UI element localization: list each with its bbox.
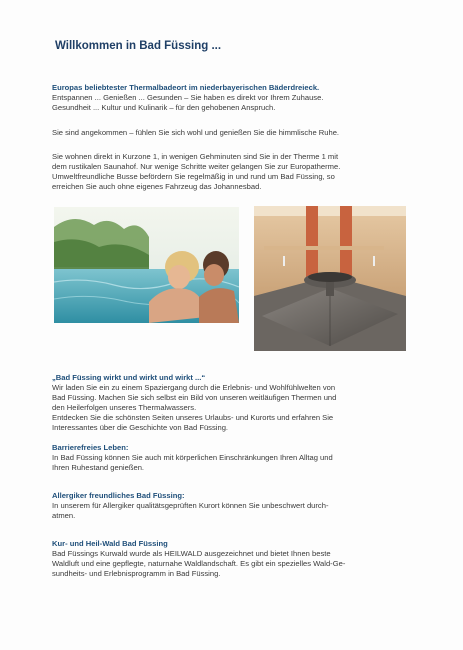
wald-section xyxy=(52,539,412,579)
intro-line-2: Gesundheit ... Kultur und Kulinarik – für den gehobenen Anspruch. xyxy=(52,103,276,112)
wald-line-2: Waldluft und eine gepflegte, naturnahe Waldlandschaft. Es gibt ein spezielles Wald-Ge- xyxy=(52,559,346,568)
wirkt-section xyxy=(52,373,404,433)
wirkt-line-1: Wir laden Sie ein zu einem Spaziergang durch die Erlebnis- und Wohlfühlwelten von xyxy=(52,383,336,392)
allergiker-line-1: In unserem für Allergiker qualitätsgeprüften Kurort können Sie unbeschwert durch- xyxy=(52,501,329,510)
wald-line-3: sundheits- und Erlebnisprogramm in Bad Füssing. xyxy=(52,569,221,578)
thermal-pool-photo xyxy=(54,207,239,323)
barrierefrei-heading: Barrierefreies Leben: xyxy=(52,443,129,452)
location-paragraph xyxy=(52,152,412,192)
page-title: Willkommen in Bad Füssing ... xyxy=(55,40,222,52)
intro-line-1: Entspannen ... Genießen ... Gesunden – Sie haben es direkt vor Ihrem Zuhause. xyxy=(52,93,324,102)
barrierefrei-line-2: Ihren Ruhestand genießen. xyxy=(52,463,145,472)
barrierefrei-line-1: In Bad Füssing können Sie auch mit körperlichen Einschränkungen Ihren Alltag und xyxy=(52,453,333,462)
sauna-fountain-photo xyxy=(254,206,406,351)
wirkt-line-4: Entdecken Sie die schönsten Seiten unseres Urlaubs- und Kurorts und erfahren Sie xyxy=(52,413,334,422)
intro-section xyxy=(52,83,412,113)
allergiker-line-2: atmen. xyxy=(52,511,76,520)
location-line-2: dem rustikalen Saunahof. Nur wenige Schritte weiter gelangen Sie zur Europatherme. xyxy=(52,162,341,171)
wirkt-line-2: Bad Füssing. Machen Sie sich selbst ein Bild von unseren weitläufigen Thermen und xyxy=(52,393,337,402)
wald-line-1: Bad Füssings Kurwald wurde als HEILWALD ausgezeichnet und bietet Ihnen beste xyxy=(52,549,331,558)
intro-heading: Europas beliebtester Thermalbadeort im niederbayerischen Bäderdreieck. xyxy=(52,83,320,92)
arrived-paragraph xyxy=(52,128,412,138)
location-line-4: erreichen Sie auch ohne eigenes Fahrzeug das Johannesbad. xyxy=(52,182,262,191)
allergiker-heading: Allergiker freundliches Bad Füssing: xyxy=(52,491,185,500)
location-line-3: Umweltfreundliche Busse befördern Sie regelmäßig in und rund um Bad Füssing, so xyxy=(52,172,335,181)
wirkt-line-5: Interessantes über die Geschichte von Bad Füssing. xyxy=(52,423,229,432)
wald-heading: Kur- und Heil-Wald Bad Füssing xyxy=(52,539,168,548)
location-line-1: Sie wohnen direkt in Kurzone 1, in wenigen Gehminuten sind Sie in der Therme 1 mit xyxy=(52,152,339,161)
arrived-text: Sie sind angekommen – fühlen Sie sich wohl und genießen Sie die himmlische Ruhe. xyxy=(52,128,340,137)
wirkt-heading: „Bad Füssing wirkt und wirkt und wirkt ...“ xyxy=(52,373,206,382)
wirkt-line-3: den Heilerfolgen unseres Thermalwassers. xyxy=(52,403,197,412)
barrierefrei-section xyxy=(52,443,412,473)
allergiker-section xyxy=(52,491,412,521)
